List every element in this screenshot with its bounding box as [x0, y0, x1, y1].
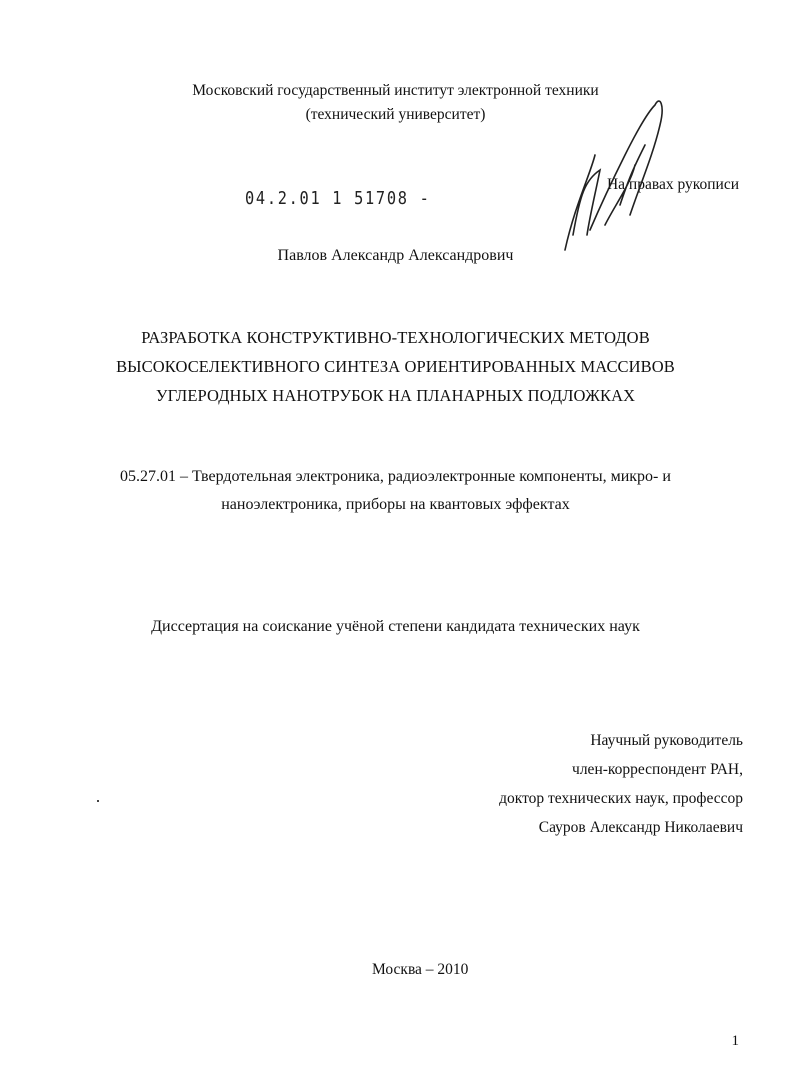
page-number: 1 [731, 1033, 739, 1049]
supervisor-role: Научный руководитель [590, 732, 743, 749]
manuscript-note: На правах рукописи [606, 176, 739, 193]
registration-stamp: 04.2.01 1 51708 - [245, 188, 431, 209]
degree-line: Диссертация на соискание учёной степени кандидата технических наук [151, 618, 640, 635]
supervisor-name: Сауров Александр Николаевич [538, 819, 743, 836]
author-name: Павлов Александр Александрович [277, 247, 514, 264]
thesis-title-line1: РАЗРАБОТКА КОНСТРУКТИВНО-ТЕХНОЛОГИЧЕСКИХ МЕТОДОВ [141, 328, 650, 347]
city-year: Москва – 2010 [372, 961, 469, 978]
institution-line1: Московский государственный институт электронной техники [192, 82, 599, 99]
stray-dot [97, 800, 99, 802]
supervisor-title2: доктор технических наук, профессор [499, 790, 743, 807]
thesis-title-line2: ВЫСОКОСЕЛЕКТИВНОГО СИНТЕЗА ОРИЕНТИРОВАННЫХ МАССИВОВ [116, 357, 675, 376]
signature-icon [535, 85, 675, 255]
thesis-title-line3: УГЛЕРОДНЫХ НАНОТРУБОК НА ПЛАНАРНЫХ ПОДЛОЖКАХ [155, 386, 636, 405]
institution-line2: (технический университет) [305, 106, 486, 123]
specialty-line2: наноэлектроника, приборы на квантовых эффектах [221, 496, 570, 513]
supervisor-title1: член-корреспондент РАН, [572, 761, 743, 778]
specialty-line1: 05.27.01 – Твердотельная электроника, радиоэлектронные компоненты, микро- и [120, 468, 671, 485]
